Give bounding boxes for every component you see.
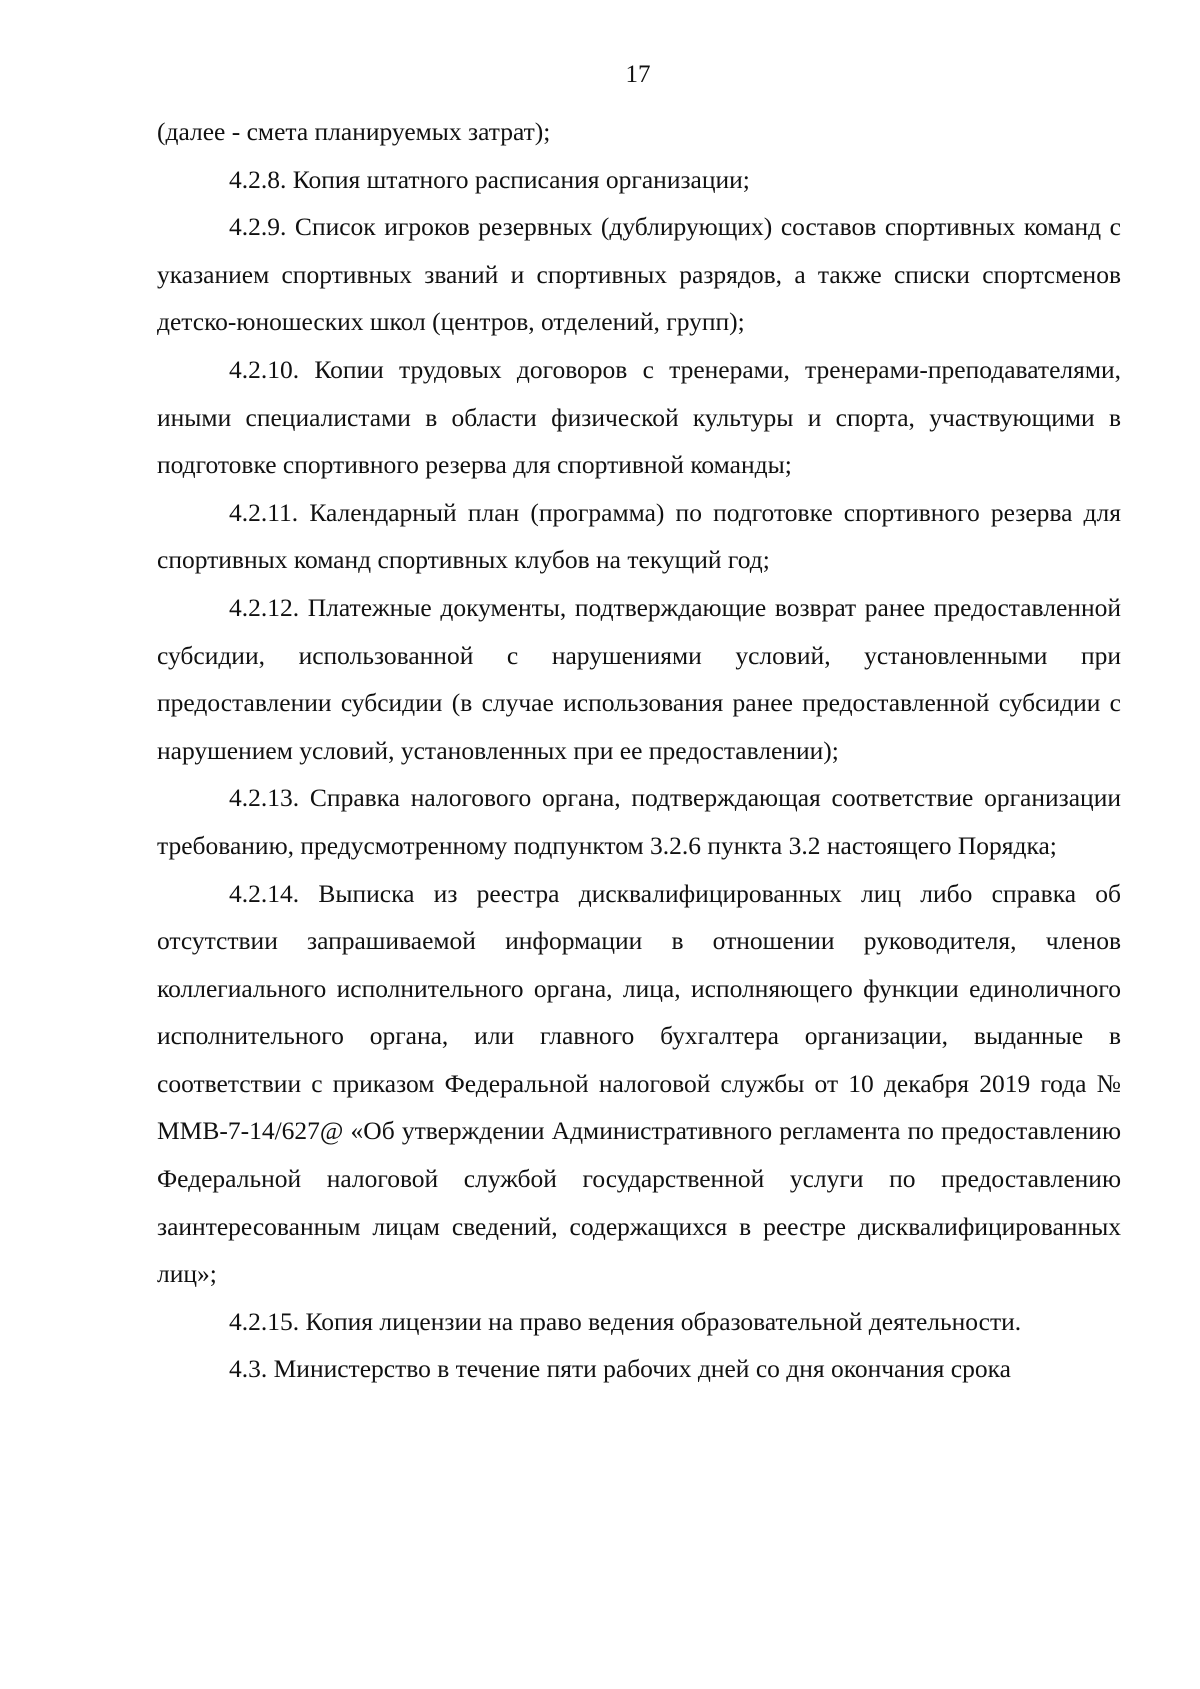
page-number: 17 xyxy=(625,61,651,88)
document-body xyxy=(157,108,1121,1393)
paragraph-4-2-14: 4.2.14. Выписка из реестра дисквалифицированных лиц либо справка об отсутствии запрашиваемой информации в отношении руководителя, членов коллегиального исполнительного органа, лица, исполняющего функции единоличного исполнительного органа, или главного бухгалтера организации, выданные в соответствии с приказом Федеральной налоговой службы от 10 декабря 2019 года № ММВ-7-14/627@ «Об утверждении Административного регламента по предоставлению Федеральной налоговой службой государственной услуги по предоставлению заинтересованным лицам сведений, содержащихся в реестре дисквалифицированных лиц»; xyxy=(157,878,1121,1289)
paragraph-4-2-9: 4.2.9. Список игроков резервных (дублирующих) составов спортивных команд с указанием спортивных званий и спортивных разрядов, а также списки спортсменов детско-юношеских школ (центров, отделений, групп); xyxy=(157,212,1121,337)
paragraph-estimate-continuation: (далее - смета планируемых затрат); xyxy=(157,117,551,146)
paragraph-4-3: 4.3. Министерство в течение пяти рабочих дней со дня окончания срока xyxy=(229,1354,1011,1384)
paragraph-4-2-12: 4.2.12. Платежные документы, подтверждающие возврат ранее предоставленной субсидии, использованной с нарушениями условий, установленными при предоставлении субсидии (в случае использования ранее предоставленной субсидии с нарушением условий, установленных при ее предоставлении); xyxy=(157,592,1121,765)
paragraph-4-2-10: 4.2.10. Копии трудовых договоров с тренерами, тренерами-преподавателями, иными специалистами в области физической культуры и спорта, участвующими в подготовке спортивного резерва для спортивной команды; xyxy=(157,354,1121,480)
paragraph-4-2-13: 4.2.13. Справка налогового органа, подтверждающая соответствие организации требованию, предусмотренному подпунктом 3.2.6 пункта 3.2 настоящего Порядка; xyxy=(157,783,1121,860)
paragraph-4-2-15: 4.2.15. Копия лицензии на право ведения образовательной деятельности. xyxy=(229,1306,1022,1336)
paragraph-4-2-8: 4.2.8. Копия штатного расписания организации; xyxy=(229,164,750,194)
paragraph-4-2-11: 4.2.11. Календарный план (программа) по подготовке спортивного резерва для спортивных команд спортивных клубов на текущий год; xyxy=(157,497,1121,575)
